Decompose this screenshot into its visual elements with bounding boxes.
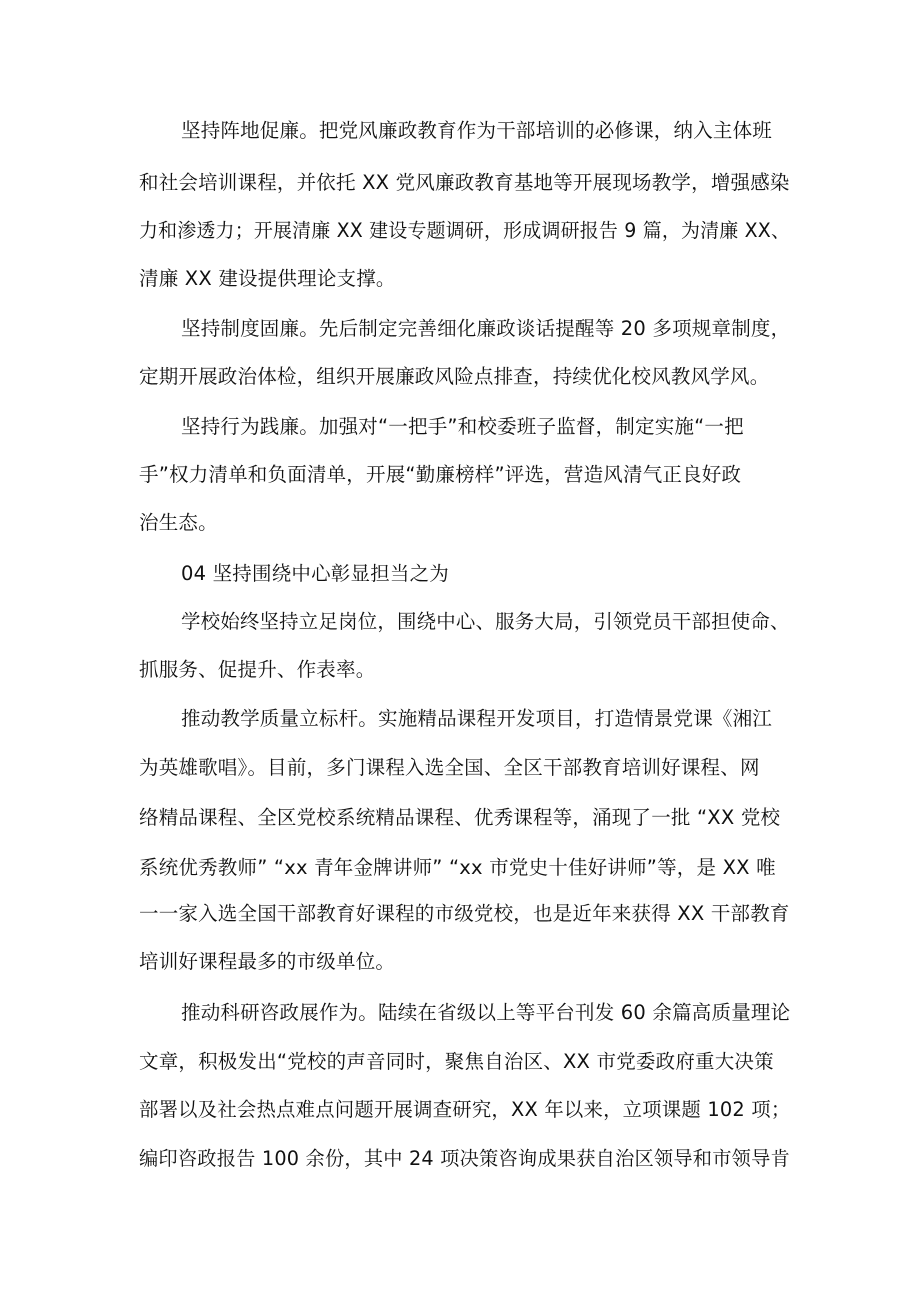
- paragraph-line: 编印咨政报告 100 余份，其中 24 项决策咨询成果获自治区领导和市领导肯: [139, 1147, 790, 1170]
- paragraph-line: 文章，积极发出“党校的声音同时，聚焦自治区、XX 市党委政府重大决策: [139, 1050, 774, 1073]
- paragraph-line: 定期开展政治体检，组织开展廉政风险点排查，持续优化校风教风学风。: [139, 365, 770, 388]
- paragraph-line: 清廉 XX 建设提供理论支撑。: [139, 267, 396, 290]
- paragraph-line: 学校始终坚持立足岗位，围绕中心、服务大局，引领党员干部担使命、: [181, 610, 790, 633]
- paragraph-line: 手”权力清单和负面清单，开展“勤廉榜样”评选，营造风清气正良好政: [139, 463, 742, 486]
- paragraph-line: 治生态。: [139, 511, 218, 534]
- paragraph-line: 坚持阵地促廉。把党风廉政教育作为干部培训的必修课，纳入主体班: [181, 119, 773, 142]
- paragraph-line: 为英雄歌唱》。目前，多门课程入选全国、全区干部教育培训好课程、网: [139, 756, 760, 779]
- paragraph-line: 和社会培训课程，并依托 XX 党风廉政教育基地等开展现场教学，增强感染: [139, 171, 790, 194]
- paragraph-line: 坚持制度固廉。先后制定完善细化廉政谈话提醒等 20 多项规章制度，: [181, 317, 791, 340]
- paragraph-line: 推动教学质量立标杆。实施精品课程开发项目，打造情景党课《湘江: [181, 707, 773, 730]
- paragraph-line: 部署以及社会热点难点问题开展调查研究，XX 年以来，立项课题 102 项；: [139, 1098, 791, 1121]
- paragraph-line: 络精品课程、全区党校系统精品课程、优秀课程等，涌现了一批 “XX 党校: [139, 806, 781, 829]
- paragraph-line: 系统优秀教师” “xx 青年金牌讲师” “xx 市党史十佳好讲师”等，是 XX 唯: [139, 856, 776, 879]
- paragraph-line: 力和渗透力；开展清廉 XX 建设专题调研，形成调研报告 9 篇，为清廉 XX、: [139, 219, 791, 242]
- paragraph-line: 抓服务、促提升、作表率。: [139, 658, 376, 681]
- paragraph-line: 推动科研咨政展作为。陆续在省级以上等平台刊发 60 余篇高质量理论: [181, 1001, 791, 1024]
- paragraph-line: 坚持行为践廉。加强对“一把手”和校委班子监督，制定实施“一把: [181, 415, 744, 438]
- paragraph-line: 培训好课程最多的市级单位。: [139, 950, 396, 973]
- section-heading: 04 坚持围绕中心彰显担当之为: [181, 562, 450, 585]
- paragraph-line: 一一家入选全国干部教育好课程的市级党校，也是近年来获得 XX 干部教育: [139, 902, 790, 925]
